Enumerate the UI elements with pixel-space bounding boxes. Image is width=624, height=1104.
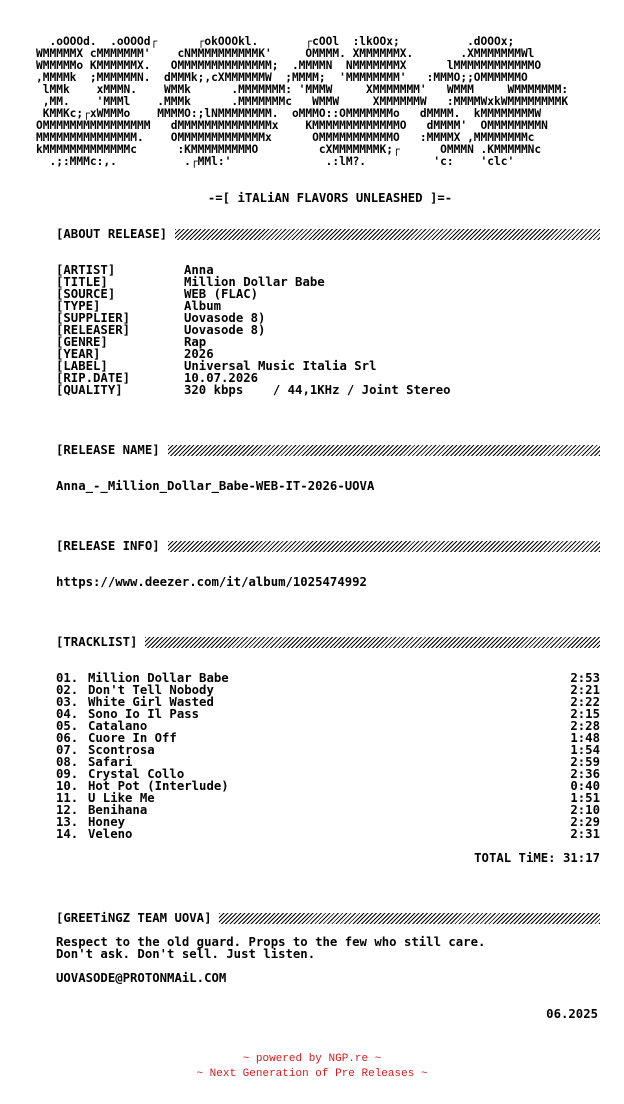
track-number: 13.	[56, 815, 79, 829]
track-number: 12.	[56, 803, 79, 817]
section-title-about: [ABOUT RELEASE]	[56, 227, 168, 241]
info-value: Uovasode 8)	[184, 323, 266, 337]
info-value: 320 kbps / 44,1KHz / Joint Stereo	[184, 383, 451, 397]
section-header-greetings	[56, 912, 600, 924]
track-title: Hot Pot (Interlude)	[88, 779, 229, 793]
track-number: 07.	[56, 743, 79, 757]
track-title: Catalano	[88, 719, 148, 733]
track-duration: 2:36	[570, 767, 600, 781]
track-row	[56, 804, 600, 816]
contact-email[interactable]: UOVASODE@PROTONMAiL.COM	[56, 971, 227, 985]
track-title: U Like Me	[88, 791, 155, 805]
track-title: Scontrosa	[88, 743, 155, 757]
track-duration: 2:29	[570, 815, 600, 829]
track-duration: 2:10	[570, 803, 600, 817]
section-title-release-name: [RELEASE NAME]	[56, 443, 160, 457]
footer-tagline: ~ Next Generation of Pre Releases ~	[196, 1068, 428, 1080]
section-title-tracklist: [TRACKLIST]	[56, 635, 138, 649]
info-row-releaser	[56, 324, 451, 336]
section-divider-hatch	[219, 913, 600, 924]
track-duration: 2:28	[570, 719, 600, 733]
info-key: [RIP.DATE]	[56, 371, 131, 385]
info-key: [TYPE]	[56, 299, 101, 313]
section-header-about	[56, 228, 600, 240]
track-number: 06.	[56, 731, 79, 745]
greetings-text	[56, 936, 485, 960]
section-header-tracklist	[56, 636, 600, 648]
info-key: [YEAR]	[56, 347, 101, 361]
track-title: Million Dollar Babe	[88, 671, 229, 685]
tracklist	[56, 672, 600, 840]
track-duration: 2:21	[570, 683, 600, 697]
info-value: Uovasode 8)	[184, 311, 266, 325]
track-duration: 1:51	[570, 791, 600, 805]
info-value: Million Dollar Babe	[184, 275, 325, 289]
info-key: [LABEL]	[56, 359, 108, 373]
section-divider-hatch	[168, 445, 600, 456]
track-title: Benihana	[88, 803, 148, 817]
section-header-release-name	[56, 444, 600, 456]
track-row	[56, 816, 600, 828]
info-value: Anna	[184, 263, 214, 277]
info-value: 10.07.2026	[184, 371, 259, 385]
track-number: 14.	[56, 827, 79, 841]
greetings-line: Respect to the old guard. Props to the few who still care.	[56, 935, 486, 949]
track-title: Don't Tell Nobody	[88, 683, 214, 697]
info-value: Album	[184, 299, 222, 313]
track-row	[56, 744, 600, 756]
track-number: 11.	[56, 791, 79, 805]
section-divider-hatch	[175, 229, 600, 240]
info-key: [RELEASER]	[56, 323, 131, 337]
track-title: Safari	[88, 755, 133, 769]
track-number: 10.	[56, 779, 79, 793]
section-divider-hatch	[168, 541, 600, 552]
section-divider-hatch	[145, 637, 600, 648]
info-key: [GENRE]	[56, 335, 108, 349]
info-key: [SUPPLIER]	[56, 311, 131, 325]
track-duration: 2:31	[570, 827, 600, 841]
track-duration: 2:59	[570, 755, 600, 769]
release-name-text: Anna_-_Million_Dollar_Babe-WEB-IT-2026-UOVA	[56, 479, 375, 493]
section-header-release-info	[56, 540, 600, 552]
track-number: 04.	[56, 707, 79, 721]
info-row-source	[56, 288, 451, 300]
info-value: Universal Music Italia Srl	[184, 359, 377, 373]
track-title: White Girl Wasted	[88, 695, 214, 709]
track-number: 02.	[56, 683, 79, 697]
total-time: TOTAL TiME: 31:17	[474, 851, 600, 865]
ascii-art-logo: .oOOOd. .oOOOd┌ ┌okOOOkl. ┌cOOl :lkOOx; .dOOOx; WMMMMMX cMMMMMMM' cNMMMMMMMMMMK' OMMMM. XMMMMMMX. .XMMMMMMMWl WMMMMMo KMMMMMMX. OMMMMMMMMMMMMMM; .MMMMN NMMMMMMMX lMMMMMMMMMMMMO ,MMMMk ;MMMMMMN. dMMMk;,cXMMMMMMW ;MMMM; 'MMMMMMMM' :MMMO;;OMMMMMMO lMMk xMMMN. WMMk .MMMMMMM: 'MMMW XMMMMMMM' WMMM WMMMMMMM: ,MM. 'MMMl .MMMk .MMMMMMMc WMMW XMMMMMMW :MMMMWxkWMMMMMMMMK KMMKc;┌xWMMMo MMMMO:;lNMMMMMMMM. oMMMO::OMMMMMMMo dMMMM. kMMMMMMMMW OMMMMMMMMMMMMMMMM dMMMMMMMMMMMMMMx KMMMMMMMMMMMMMO dMMMM' OMMMMMMMMN MMMMMMMMMMMMMMM. OMMMMMMMMMMMMMx OMMMMMMMMMMMO :MMMMX ,MMMMMMMMc kMMMMMMMMMMMMMc :KMMMMMMMMMO cXMMMMMMMK;┌ OMMMN .KMMMMMNc .;:MMMc:,. .┌MMl:' .:lM?. 'c: 'clc'	[36, 35, 569, 168]
info-key: [SOURCE]	[56, 287, 116, 301]
track-title: Honey	[88, 815, 126, 829]
track-number: 03.	[56, 695, 79, 709]
section-title-release-info: [RELEASE INFO]	[56, 539, 160, 553]
info-value: Rap	[184, 335, 207, 349]
track-number: 09.	[56, 767, 79, 781]
track-title: Sono Io Il Pass	[88, 707, 200, 721]
track-duration: 0:40	[570, 779, 600, 793]
footer-powered-by[interactable]: ~ powered by NGP.re ~	[242, 1053, 382, 1065]
release-info-table	[56, 264, 451, 396]
release-info-link[interactable]: https://www.deezer.com/it/album/1025474992	[56, 575, 367, 589]
track-duration: 1:48	[570, 731, 600, 745]
info-row-genre	[56, 336, 451, 348]
tagline: -=[ iTALiAN FLAVORS UNLEASHED ]=-	[207, 191, 453, 205]
section-title-greetings: [GREETiNGZ TEAM UOVA]	[56, 911, 212, 925]
track-title: Veleno	[88, 827, 133, 841]
info-key: [TITLE]	[56, 275, 108, 289]
info-value: 2026	[184, 347, 214, 361]
track-title: Crystal Collo	[88, 767, 185, 781]
track-title: Cuore In Off	[88, 731, 177, 745]
info-row-quality	[56, 384, 451, 396]
track-number: 08.	[56, 755, 79, 769]
track-number: 05.	[56, 719, 79, 733]
track-duration: 1:54	[570, 743, 600, 757]
info-key: [ARTIST]	[56, 263, 116, 277]
track-number: 01.	[56, 671, 79, 685]
track-duration: 2:53	[570, 671, 600, 685]
info-value: WEB (FLAC)	[184, 287, 259, 301]
info-key: [QUALITY]	[56, 383, 123, 397]
greetings-line: Don't ask. Don't sell. Just listen.	[56, 947, 316, 961]
release-date: 06.2025	[546, 1007, 598, 1021]
track-row	[56, 828, 600, 840]
track-duration: 2:15	[570, 707, 600, 721]
track-duration: 2:22	[570, 695, 600, 709]
